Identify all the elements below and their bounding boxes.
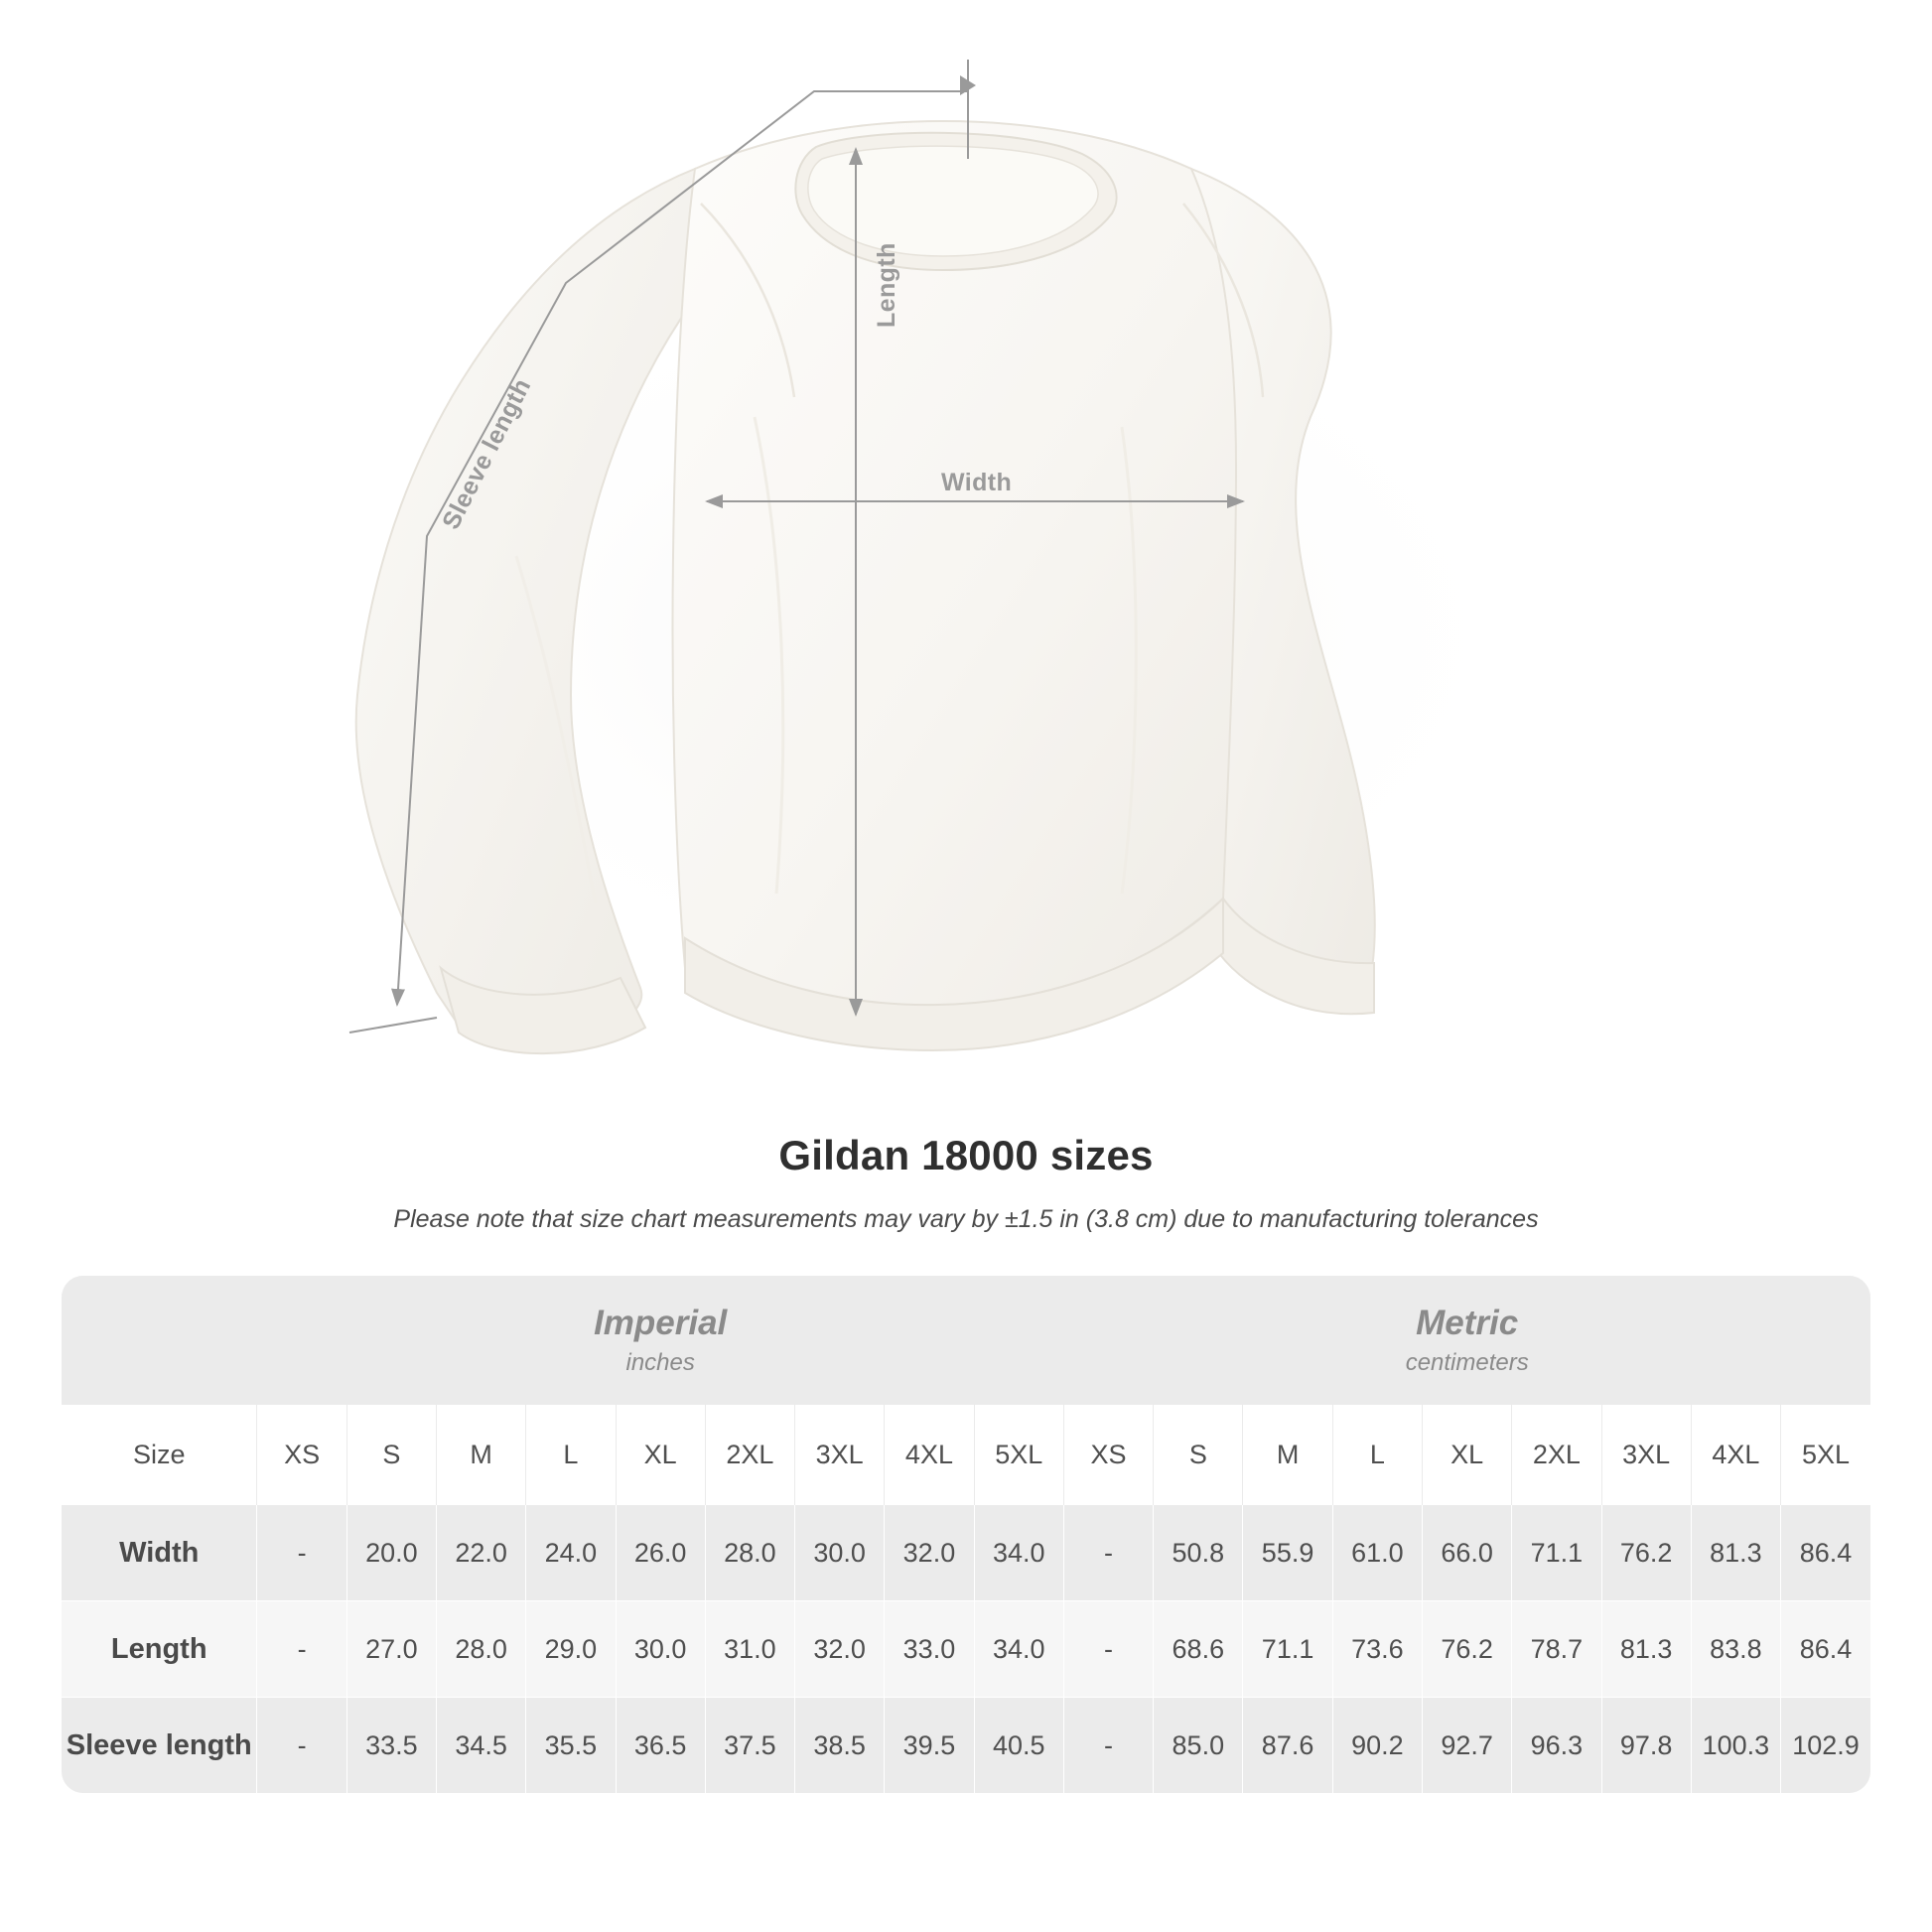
size-header-metric-xs: XS <box>1063 1405 1153 1505</box>
cell-length-imperial-xl: 30.0 <box>616 1601 705 1698</box>
cell-length-metric-5xl: 86.4 <box>1781 1601 1870 1698</box>
length-dimension-label: Length <box>873 242 900 328</box>
cell-sleeve-metric-s: 85.0 <box>1154 1698 1243 1794</box>
cell-length-metric-l: 73.6 <box>1332 1601 1422 1698</box>
size-header-imperial-4xl: 4XL <box>885 1405 974 1505</box>
cell-sleeve-imperial-4xl: 39.5 <box>885 1698 974 1794</box>
cell-width-imperial-4xl: 32.0 <box>885 1505 974 1601</box>
cell-sleeve-imperial-s: 33.5 <box>346 1698 436 1794</box>
tolerance-note: Please note that size chart measurements may vary by ±1.5 in (3.8 cm) due to manufacturing tolerances <box>393 1205 1539 1233</box>
size-header-metric-s: S <box>1154 1405 1243 1505</box>
size-header-imperial-xl: XL <box>616 1405 705 1505</box>
unit-metric-sub: centimeters <box>1405 1349 1529 1377</box>
cell-length-imperial-5xl: 34.0 <box>974 1601 1063 1698</box>
cell-length-metric-2xl: 78.7 <box>1512 1601 1601 1698</box>
cell-length-imperial-m: 28.0 <box>436 1601 525 1698</box>
unit-imperial <box>257 1276 1063 1405</box>
size-header-metric-l: L <box>1332 1405 1422 1505</box>
cell-sleeve-metric-xl: 92.7 <box>1422 1698 1511 1794</box>
size-table-wrap <box>62 1276 1870 1793</box>
cell-width-metric-m: 55.9 <box>1243 1505 1332 1601</box>
cell-width-metric-4xl: 81.3 <box>1691 1505 1780 1601</box>
table-row <box>62 1601 1870 1698</box>
cell-sleeve-imperial-xl: 36.5 <box>616 1698 705 1794</box>
size-header-metric-2xl: 2XL <box>1512 1405 1601 1505</box>
cell-sleeve-metric-m: 87.6 <box>1243 1698 1332 1794</box>
cell-width-metric-5xl: 86.4 <box>1781 1505 1870 1601</box>
cell-sleeve-imperial-2xl: 37.5 <box>705 1698 794 1794</box>
cell-length-imperial-3xl: 32.0 <box>795 1601 885 1698</box>
size-header-metric-m: M <box>1243 1405 1332 1505</box>
size-header-imperial-xs: XS <box>257 1405 346 1505</box>
row-label-sleeve-length: Sleeve length <box>62 1698 257 1794</box>
size-header-row <box>62 1405 1870 1505</box>
cell-width-imperial-5xl: 34.0 <box>974 1505 1063 1601</box>
unit-imperial-sub: inches <box>625 1349 695 1377</box>
cell-sleeve-metric-4xl: 100.3 <box>1691 1698 1780 1794</box>
size-header-imperial-2xl: 2XL <box>705 1405 794 1505</box>
cell-sleeve-metric-2xl: 96.3 <box>1512 1698 1601 1794</box>
size-header-imperial-5xl: 5XL <box>974 1405 1063 1505</box>
cell-width-imperial-2xl: 28.0 <box>705 1505 794 1601</box>
cell-length-metric-s: 68.6 <box>1154 1601 1243 1698</box>
width-dimension-label: Width <box>941 469 1013 496</box>
cell-width-metric-xs: - <box>1063 1505 1153 1601</box>
cell-sleeve-metric-xs: - <box>1063 1698 1153 1794</box>
cell-sleeve-metric-l: 90.2 <box>1332 1698 1422 1794</box>
cell-length-metric-3xl: 81.3 <box>1601 1601 1691 1698</box>
unit-header-row <box>62 1276 1870 1405</box>
cell-sleeve-imperial-m: 34.5 <box>436 1698 525 1794</box>
size-header-metric-4xl: 4XL <box>1691 1405 1780 1505</box>
cell-sleeve-imperial-5xl: 40.5 <box>974 1698 1063 1794</box>
cell-width-metric-l: 61.0 <box>1332 1505 1422 1601</box>
cell-width-imperial-m: 22.0 <box>436 1505 525 1601</box>
table-row <box>62 1505 1870 1601</box>
cell-length-metric-m: 71.1 <box>1243 1601 1332 1698</box>
cell-length-metric-xs: - <box>1063 1601 1153 1698</box>
size-header-metric-xl: XL <box>1422 1405 1511 1505</box>
cell-width-imperial-xl: 26.0 <box>616 1505 705 1601</box>
row-label-length: Length <box>62 1601 257 1698</box>
row-label-width: Width <box>62 1505 257 1601</box>
size-header-metric-3xl: 3XL <box>1601 1405 1691 1505</box>
cell-length-imperial-4xl: 33.0 <box>885 1601 974 1698</box>
cell-width-metric-2xl: 71.1 <box>1512 1505 1601 1601</box>
sleeve-length-dimension-label: Sleeve length <box>437 373 537 534</box>
cell-width-metric-3xl: 76.2 <box>1601 1505 1691 1601</box>
cell-length-imperial-xs: - <box>257 1601 346 1698</box>
cell-length-metric-4xl: 83.8 <box>1691 1601 1780 1698</box>
cell-width-metric-xl: 66.0 <box>1422 1505 1511 1601</box>
size-table <box>62 1276 1870 1793</box>
cell-length-imperial-2xl: 31.0 <box>705 1601 794 1698</box>
cell-width-imperial-xs: - <box>257 1505 346 1601</box>
cell-width-imperial-s: 20.0 <box>346 1505 436 1601</box>
cell-width-imperial-3xl: 30.0 <box>795 1505 885 1601</box>
cell-length-imperial-l: 29.0 <box>526 1601 616 1698</box>
cell-sleeve-metric-5xl: 102.9 <box>1781 1698 1870 1794</box>
unit-imperial-name: Imperial <box>594 1303 728 1342</box>
cell-width-metric-s: 50.8 <box>1154 1505 1243 1601</box>
size-header-imperial-3xl: 3XL <box>795 1405 885 1505</box>
cell-sleeve-imperial-3xl: 38.5 <box>795 1698 885 1794</box>
cell-sleeve-imperial-xs: - <box>257 1698 346 1794</box>
cell-length-imperial-s: 27.0 <box>346 1601 436 1698</box>
cell-sleeve-imperial-l: 35.5 <box>526 1698 616 1794</box>
size-header-metric-5xl: 5XL <box>1781 1405 1870 1505</box>
cell-width-imperial-l: 24.0 <box>526 1505 616 1601</box>
unit-metric-name: Metric <box>1416 1303 1519 1342</box>
size-header-imperial-s: S <box>346 1405 436 1505</box>
title-block <box>0 1132 1932 1234</box>
cell-length-metric-xl: 76.2 <box>1422 1601 1511 1698</box>
cell-sleeve-metric-3xl: 97.8 <box>1601 1698 1691 1794</box>
unit-spacer <box>62 1276 257 1405</box>
table-row <box>62 1698 1870 1794</box>
unit-metric <box>1063 1276 1870 1405</box>
size-header-label: Size <box>62 1405 257 1505</box>
size-header-imperial-m: M <box>436 1405 525 1505</box>
size-header-imperial-l: L <box>526 1405 616 1505</box>
page-title: Gildan 18000 sizes <box>778 1132 1154 1178</box>
